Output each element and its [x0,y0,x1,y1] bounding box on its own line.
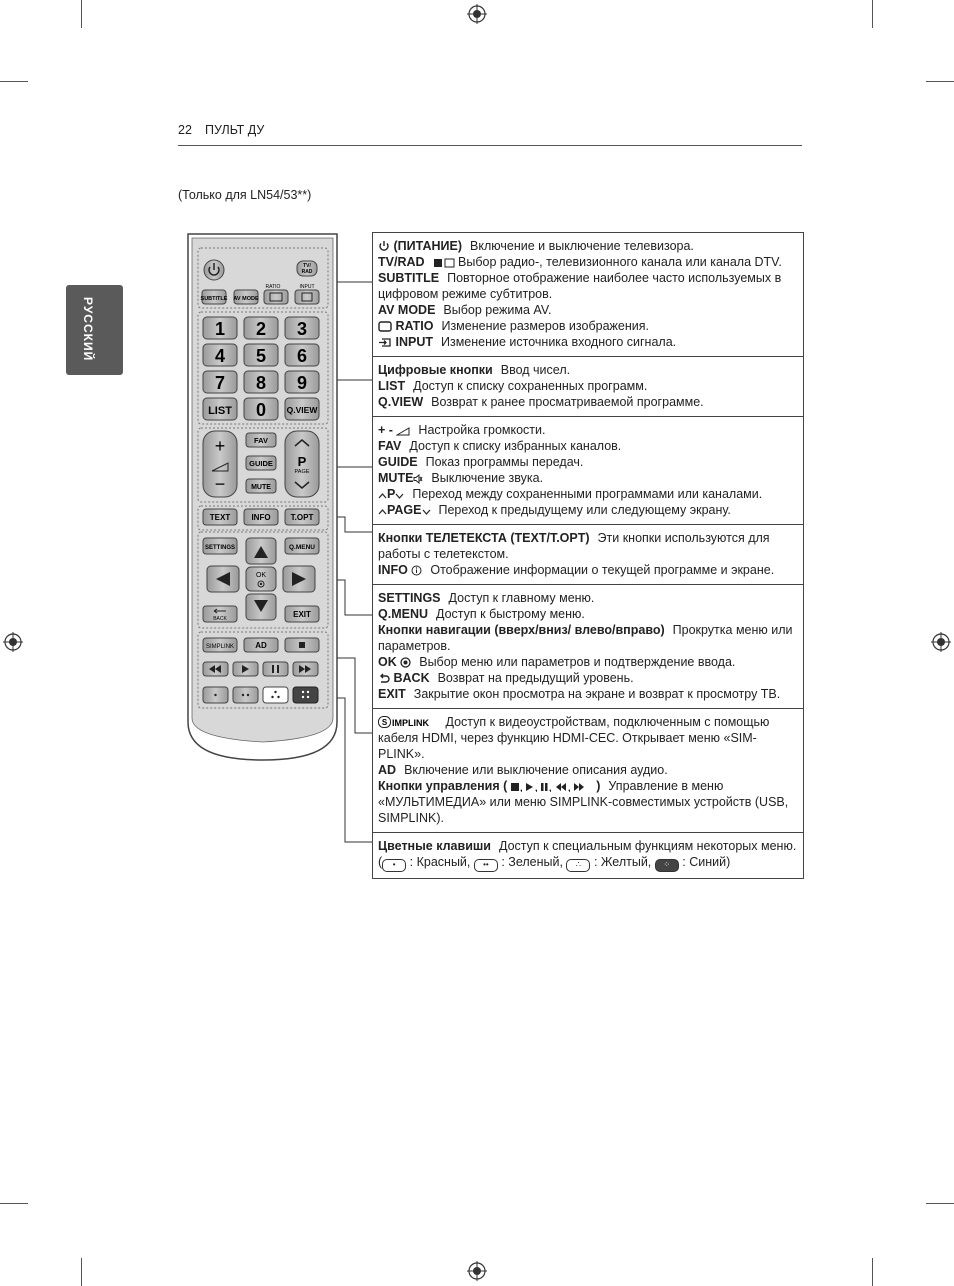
mute-icon [413,474,423,484]
key-ratio: RATIO [395,319,434,333]
key-volume [378,423,410,437]
playback-icons [511,782,593,792]
key-fav: FAV [378,439,402,453]
svg-text:EXIT: EXIT [293,610,311,619]
svg-text:,: , [548,783,552,792]
key-nav: Кнопки навигации (вверх/вниз/ влево/вправо) [378,623,665,637]
key-back: BACK [393,671,430,685]
svg-text:MUTE: MUTE [251,484,271,491]
key-exit: EXIT [378,687,406,701]
desc-list: Доступ к списку сохраненных программ. [413,379,648,393]
controls-key-open: Кнопки управления ( [378,779,508,793]
key-subtitle: SUBTITLE [378,271,440,285]
green-label: : Зеленый, [501,855,563,869]
desc-back: Возврат на предыдущий уровень. [437,671,634,685]
table-row-simplink [373,709,803,833]
desc-teletext: Эти кнопки используются для работы с телетекстом. [378,531,770,561]
chevron-up-icon [378,508,387,516]
svg-text:S: S [381,718,388,727]
svg-text:TV/: TV/ [303,263,311,269]
desc-qview: Возврат к ранее просматриваемой программе. [431,395,704,409]
key-avmode: AV MODE [378,303,436,317]
yellow-label: : Желтый, [593,855,652,869]
key-p [378,487,404,501]
svg-text:6: 6 [296,346,308,366]
function-table [372,232,804,879]
svg-text:,: , [519,783,523,792]
svg-text:P: P [297,454,307,469]
svg-text:TEXT: TEXT [209,513,231,522]
key-ok [378,655,411,669]
power-icon [378,240,390,252]
svg-text:1: 1 [214,319,226,339]
key-qmenu: Q.MENU [378,607,428,621]
key-settings: SETTINGS [378,591,441,605]
desc-fav: Доступ к списку избранных каналов. [409,439,622,453]
mute-key-text: MUTE [378,471,414,485]
tv-radio-icon [433,257,455,268]
key-ad: AD [378,763,397,777]
svg-text:Q.MENU: Q.MENU [289,544,315,551]
red-label: : Красный, [409,855,471,869]
red-key-icon: • [382,859,406,872]
key-mute [378,471,423,485]
desc-avmode: Выбор режима AV. [443,303,552,317]
input-label: INPUT [299,284,315,290]
key-qview: Q.VIEW [378,395,424,409]
svg-text:0: 0 [255,400,267,420]
svg-text:AV MODE: AV MODE [233,296,259,302]
svg-text:SUBTITLE: SUBTITLE [200,296,228,302]
key-color: Цветные клавиши [378,839,491,853]
desc-tvrad: Выбор радио-, телевизионного канала или канала DTV. [458,255,782,269]
desc-controls: Управление в меню «МУЛЬТИМЕДИА» или меню SIMPLINK-совместимых устройств (USB, SIMPLINK). [378,779,789,825]
desc-ok: Выбор меню или параметров и подтверждение ввода. [419,655,736,669]
desc-subtitle: Повторное отображение наиболее часто используемых в цифровом режиме субтитров. [378,271,782,301]
key-tvrad: TV/RAD [378,255,425,269]
page-title: ПУЛЬТ ДУ [205,123,265,137]
table-row-power [373,233,803,357]
desc-info: Отображение информации о текущей программе и экране. [430,563,775,577]
ok-key-text: OK [378,655,397,669]
language-label: РУССКИЙ [81,297,95,362]
volume-icon [396,426,410,436]
page-number: 22 [178,123,192,137]
svg-text:IMPLINK: IMPLINK [392,718,429,728]
svg-text:SIMPLINK: SIMPLINK [205,644,235,650]
desc-input: Изменение источника входного сигнала. [440,335,677,349]
key-power: (ПИТАНИЕ) [393,239,463,253]
desc-ratio: Изменение размеров изображения. [441,319,649,333]
model-note: (Только для LN54/53**) [178,188,312,202]
volume-key-text: + - [378,423,393,437]
desc-page: Переход к предыдущему или следующему экрану. [438,503,731,517]
desc-color: Доступ к специальным функциям некоторых меню. ( [378,839,797,869]
input-icon [378,337,392,348]
green-key-icon: •• [474,859,498,872]
svg-text:,: , [567,783,571,792]
info-icon [411,565,422,576]
table-row-volume [373,417,803,525]
key-info [378,563,422,577]
svg-text:−: − [214,474,226,494]
key-controls [378,779,600,793]
svg-text:5: 5 [255,346,267,366]
desc-p: Переход между сохраненными программами или каналами. [412,487,763,501]
table-row-navigation [373,585,803,709]
simplink-logo-icon [378,716,442,728]
key-input: INPUT [395,335,433,349]
desc-volume: Настройка громкости. [418,423,546,437]
chevron-up-icon [378,492,387,500]
desc-digits: Ввод чисел. [500,363,571,377]
desc-mute: Выключение звука. [431,471,544,485]
desc-nav: Прокрутка меню или параметров. [378,623,793,653]
table-row-teletext [373,525,803,585]
blue-label: : Синий) [682,855,731,869]
desc-settings: Доступ к главному меню. [448,591,595,605]
svg-text:8: 8 [255,373,267,393]
ok-icon [400,657,411,668]
chevron-down-icon [422,508,431,516]
ratio-label: RATIO [265,284,281,290]
svg-text:LIST: LIST [208,405,232,417]
svg-text:9: 9 [296,373,308,393]
key-digits: Цифровые кнопки [378,363,493,377]
svg-text:INFO: INFO [251,513,271,522]
info-key-text: INFO [378,563,408,577]
svg-text:SETTINGS: SETTINGS [204,545,236,551]
yellow-key-icon: ∴ [566,859,590,872]
desc-qmenu: Доступ к быстрому меню. [436,607,585,621]
svg-text:7: 7 [214,373,226,393]
svg-text:2: 2 [255,319,267,339]
remote-control-illustration [186,232,341,767]
svg-text:GUIDE: GUIDE [249,459,273,468]
svg-text:RAD: RAD [301,269,313,275]
chevron-down-icon [395,492,404,500]
table-row-digits [373,357,803,417]
svg-text:BACK: BACK [213,616,227,622]
blue-key-icon: ⁘ [655,859,679,872]
table-row-color-keys [373,833,803,878]
svg-text:,: , [534,783,538,792]
svg-text:3: 3 [296,319,308,339]
key-page [378,503,431,517]
desc-ad: Включение или выключение описания аудио. [404,763,668,777]
svg-text:AD: AD [255,641,267,650]
svg-text:FAV: FAV [253,436,269,445]
svg-text:OK: OK [255,572,267,579]
page-key-text: PAGE [387,503,422,517]
svg-text:4: 4 [214,346,226,366]
desc-exit: Закрытие окон просмотра на экране и возврат к просмотру ТВ. [413,687,781,701]
p-key-text: P [387,487,396,501]
desc-guide: Показ программы передач. [425,455,584,469]
ratio-icon [378,321,392,332]
svg-text:PAGE: PAGE [294,469,310,475]
key-teletext: Кнопки ТЕЛЕТЕКСТА (TEXT/T.OPT) [378,531,590,545]
svg-text:+: + [214,436,226,456]
svg-text:Q.VIEW: Q.VIEW [286,405,318,415]
desc-power: Включение и выключение телевизора. [470,239,694,253]
key-guide: GUIDE [378,455,418,469]
back-icon [378,673,390,684]
desc-simplink: Доступ к видеоустройствам, подключенным с помощью кабеля HDMI, через функцию HDMI-CEC. Открывает меню «SIM-PLINK». [378,715,770,761]
key-list: LIST [378,379,406,393]
controls-key-close: ) [596,779,601,793]
svg-text:T.OPT: T.OPT [290,513,314,522]
